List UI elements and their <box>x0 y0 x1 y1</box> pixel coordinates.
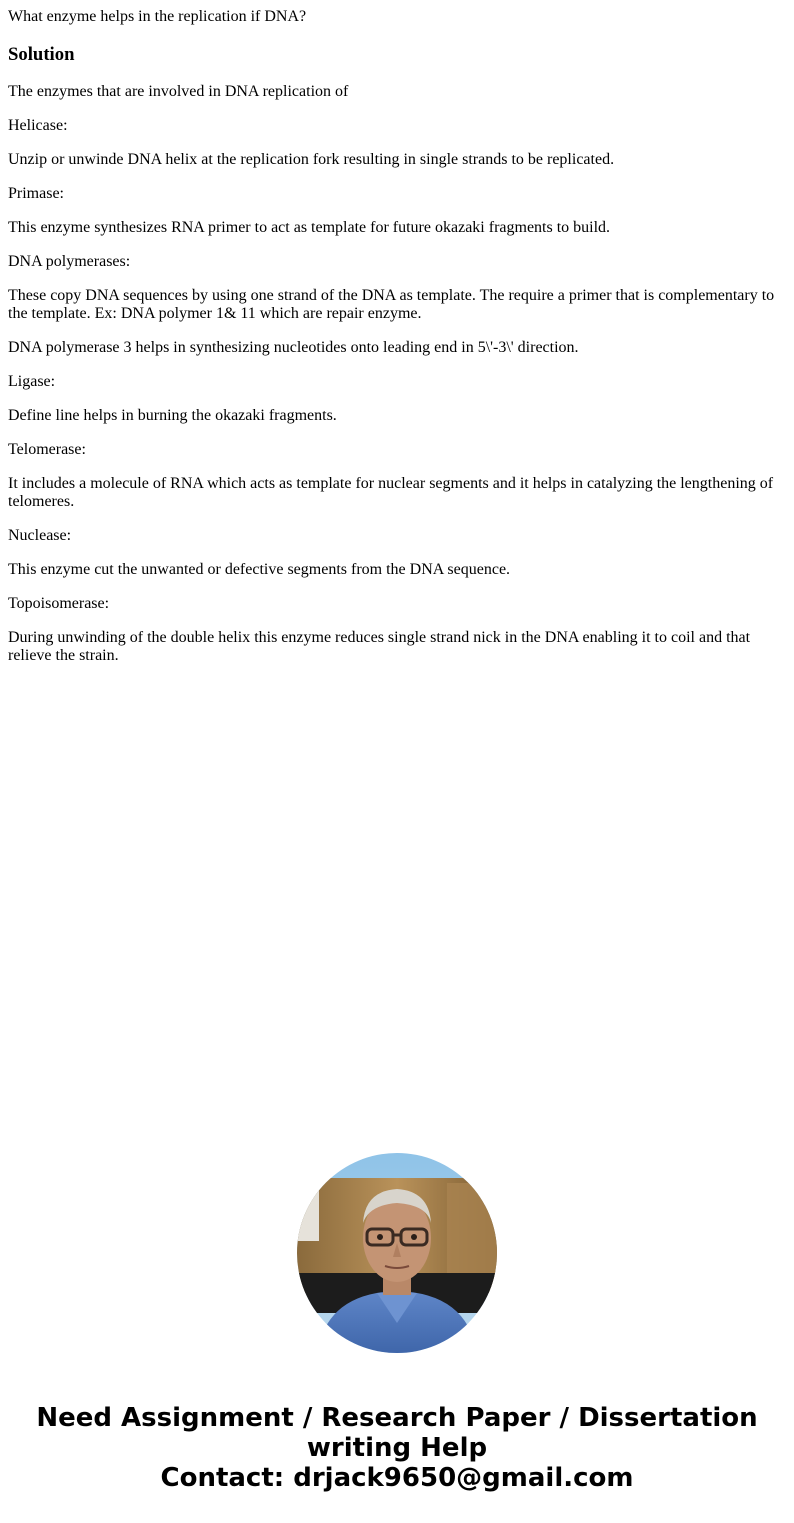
paragraph-helicase: Unzip or unwinde DNA helix at the replication fork resulting in single strands to be replicated. <box>8 151 615 168</box>
paragraph-nuclease: This enzyme cut the unwanted or defective segments from the DNA sequence. <box>8 561 511 578</box>
heading-ligase: Ligase: <box>8 373 56 390</box>
paragraph-intro: The enzymes that are involved in DNA replication of <box>8 83 349 100</box>
paragraph-primase: This enzyme synthesizes RNA primer to act as template for future okazaki fragments to build. <box>8 219 611 236</box>
heading-dna-polymerases: DNA polymerases: <box>8 253 131 270</box>
promo-contact: Contact: drjack9650@gmail.com <box>160 1463 634 1493</box>
promo-line-2: writing Help <box>306 1433 488 1463</box>
author-avatar <box>297 1153 497 1353</box>
paragraph-topoisomerase: During unwinding of the double helix this enzyme reduces single strand nick in the DNA enabling it to coil and that relieve the strain. <box>8 629 751 664</box>
heading-helicase: Helicase: <box>8 117 68 134</box>
question-text: What enzyme helps in the replication if DNA? <box>8 8 307 25</box>
heading-primase: Primase: <box>8 185 64 202</box>
solution-heading: Solution <box>8 44 75 65</box>
heading-telomerase: Telomerase: <box>8 441 86 458</box>
paragraph-dna-polymerase-3: DNA polymerase 3 helps in synthesizing nucleotides onto leading end in 5\'-3\' direction. <box>8 339 579 356</box>
paragraph-telomerase: It includes a molecule of RNA which acts as template for nuclear segments and it helps in catalyzing the lengthening of telomeres. <box>8 475 774 510</box>
promo-banner <box>0 1403 794 1493</box>
paragraph-dna-polymerases: These copy DNA sequences by using one strand of the DNA as template. The require a primer that is complementary to the template. Ex: DNA polymer 1& 11 which are repair enzyme. <box>8 287 775 322</box>
heading-topoisomerase: Topoisomerase: <box>8 595 110 612</box>
document-body <box>8 8 786 665</box>
heading-nuclease: Nuclease: <box>8 527 72 544</box>
promo-line-1: Need Assignment / Research Paper / Dissertation <box>36 1403 758 1433</box>
paragraph-ligase: Define line helps in burning the okazaki fragments. <box>8 407 337 424</box>
